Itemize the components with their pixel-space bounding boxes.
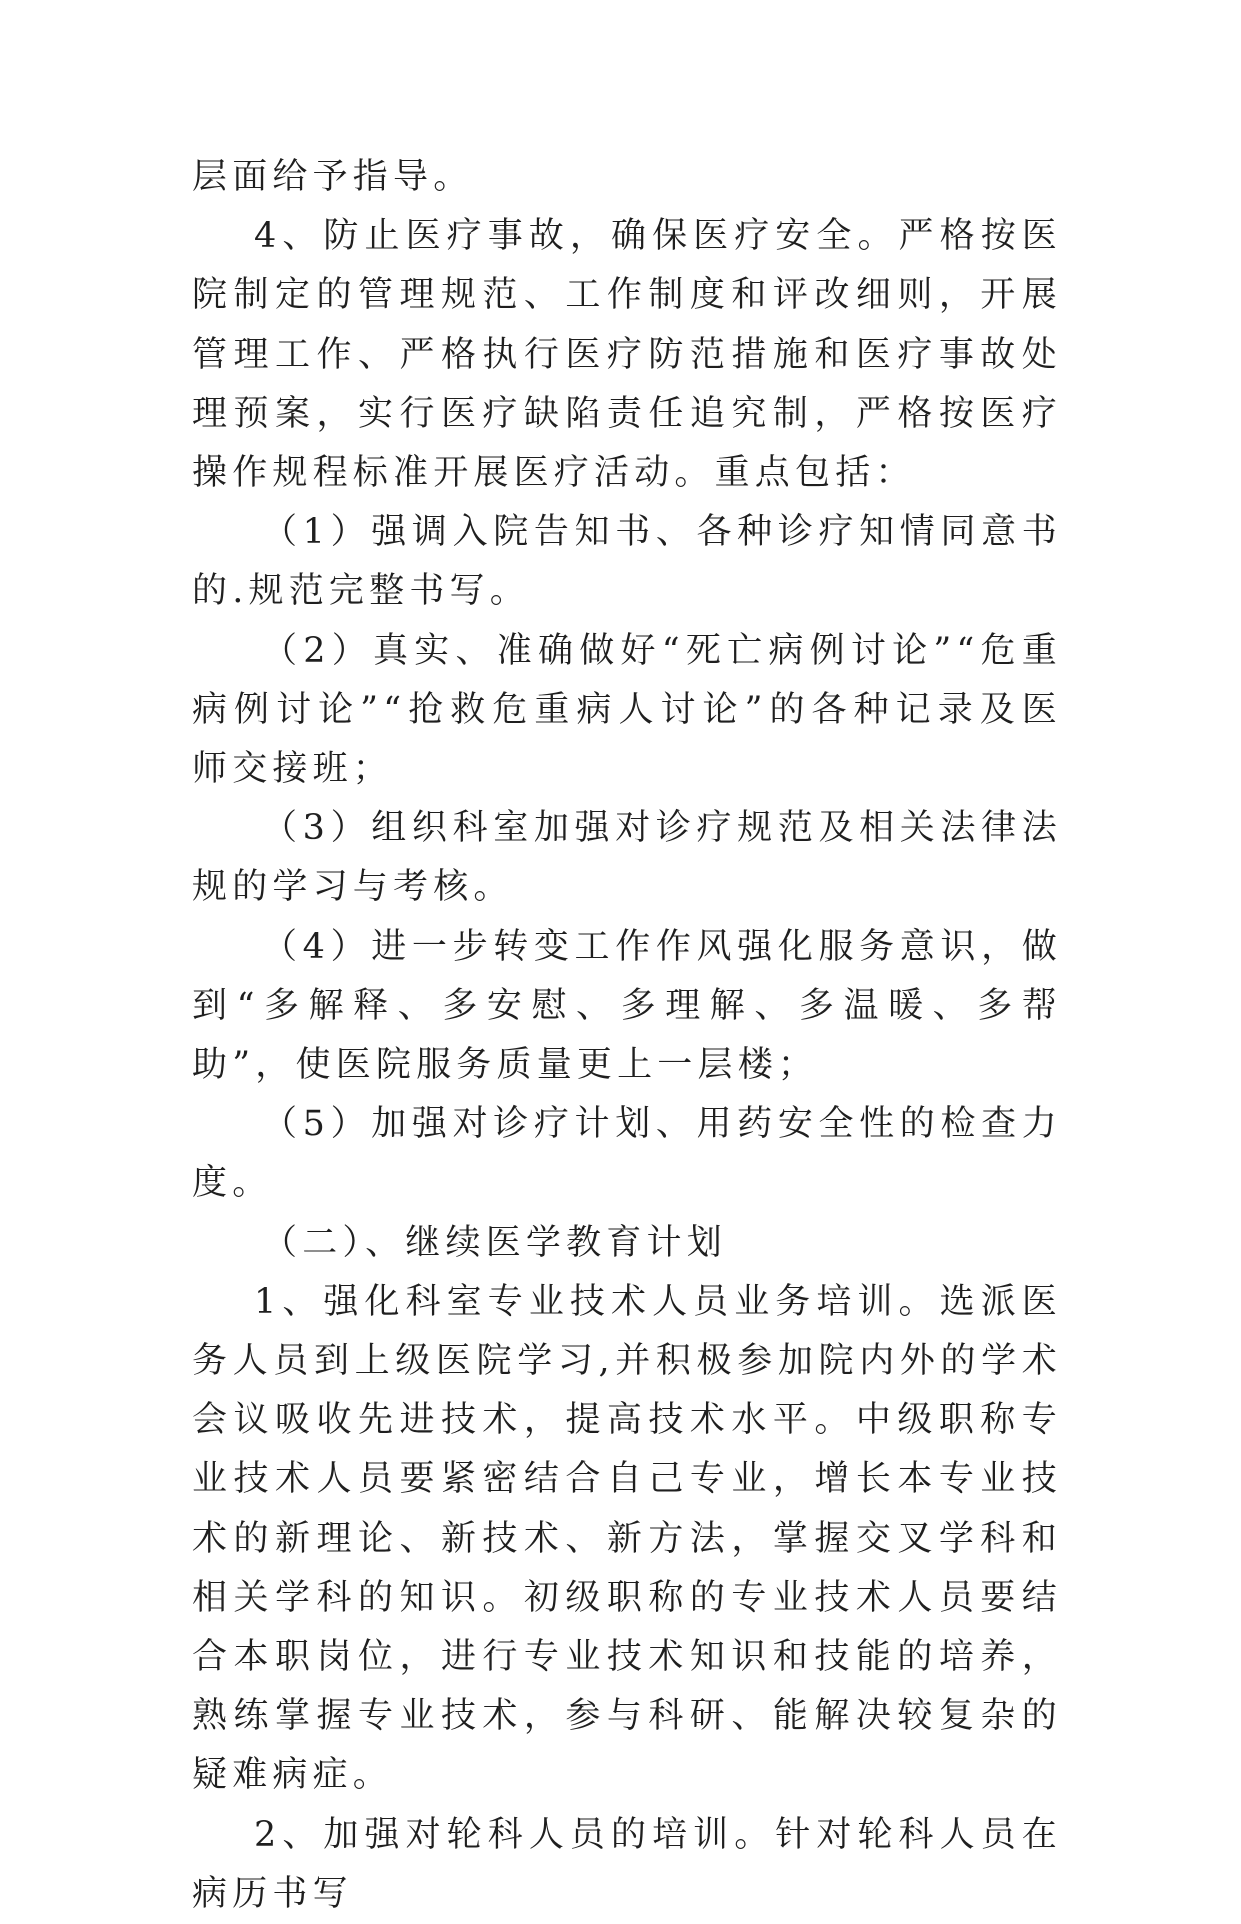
paragraph-continuation: 层面给予指导。 bbox=[192, 157, 474, 197]
paragraph-item-1: 1、强化科室专业技术人员业务培训。选派医务人员到上级医院学习,并积极参加院内外的学术会议吸收先进技术，提高技术水平。中级职称专业技术人员要紧密结合自己专业，增长本专业技术的新理论、新技术、新方法，掌握交叉学科和相关学科的知识。初级职称的专业技术人员要结合本职岗位，进行专业技术知识和技能的培养，熟练掌握专业技术，参与科研、能解决较复杂的疑难病症。 bbox=[192, 1281, 1062, 1796]
paragraph-subitem-4: （4）进一步转变工作作风强化服务意识，做到“多解释、多安慰、多理解、多温暖、多帮助”，使医院服务质量更上一层楼； bbox=[192, 926, 1062, 1086]
paragraph-subitem-2: （2）真实、准确做好“死亡病例讨论”“危重病例讨论”“抢救危重病人讨论”的各种记录及医师交接班； bbox=[192, 630, 1062, 790]
paragraph-subitem-1: （1）强调入院告知书、各种诊疗知情同意书的.规范完整书写。 bbox=[192, 512, 1062, 612]
paragraph-item-2: 2、加强对轮科人员的培训。针对轮科人员在病历书写 bbox=[192, 1814, 1062, 1914]
document-page bbox=[192, 148, 1062, 1924]
paragraph-item-4: 4、防止医疗事故，确保医疗安全。严格按医院制定的管理规范、工作制度和评改细则，开展管理工作、严格执行医疗防范措施和医疗事故处理预案，实行医疗缺陷责任追究制，严格按医疗操作规程标准开展医疗活动。重点包括： bbox=[192, 216, 1062, 494]
section-heading: （二）、继续医学教育计划 bbox=[262, 1222, 727, 1263]
paragraph-subitem-3: （3）组织科室加强对诊疗规范及相关法律法规的学习与考核。 bbox=[192, 808, 1062, 908]
paragraph-subitem-5: （5）加强对诊疗计划、用药安全性的检查力度。 bbox=[192, 1104, 1062, 1204]
